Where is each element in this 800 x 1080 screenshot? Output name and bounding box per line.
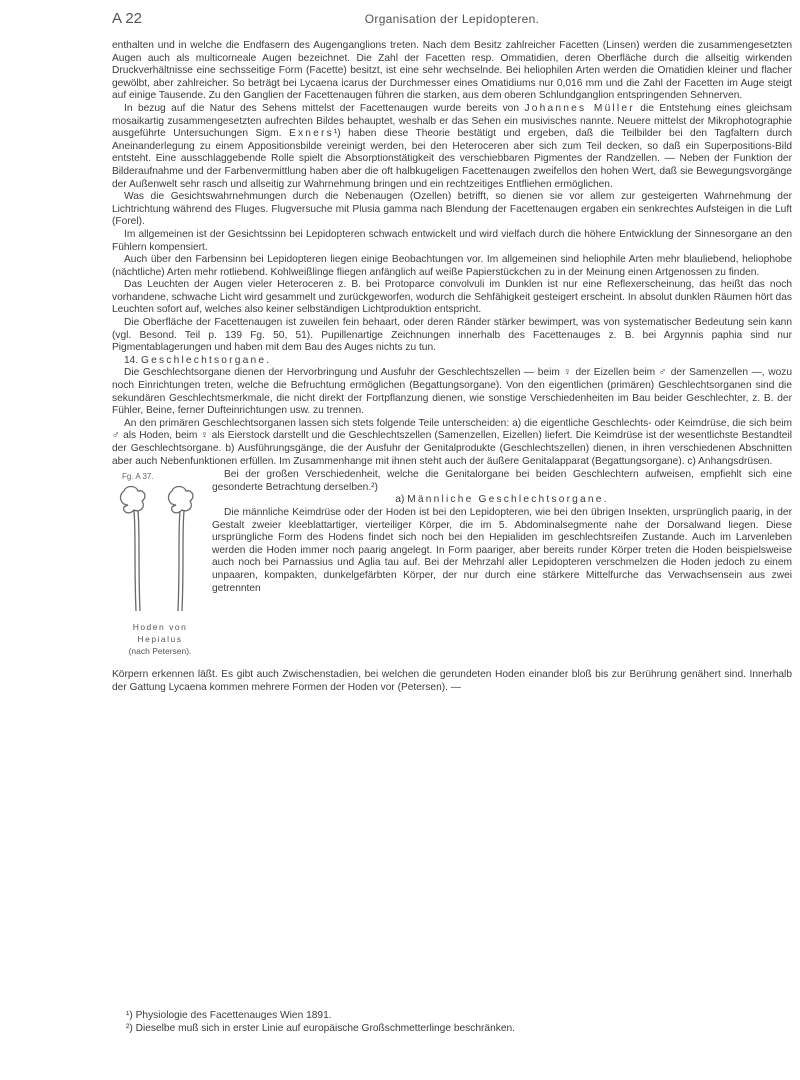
footnote: ¹) Physiologie des Facettenauges Wien 1891. xyxy=(126,1010,332,1021)
right-duct-inner xyxy=(182,511,184,611)
figure-side-text xyxy=(212,469,792,595)
footnotes xyxy=(112,1010,792,1035)
right-testis-lobes xyxy=(169,487,193,513)
paragraph: Auch über den Farbensinn bei Lepidopteren liegen einige Beobachtungen vor. Im allgemeinen sind heliophile Arten mehr blauliebend, heliophobe (nächtliche) Arten mehr rotliebend. Kohlweißlinge fliegen anfänglich auf weiße Papierstückchen zu in der Meinung einen Artgenossen zu finden. xyxy=(112,254,792,278)
figure xyxy=(112,469,212,669)
figure-label: Fg. A 37. xyxy=(122,472,154,482)
page-header xyxy=(112,10,792,32)
text-run: ¹) haben diese Theorie bestätigt und ergeben, daß die Teilbilder bei den Tagfaltern durch Aneinanderlegung zu einem Appositionsbilde vereinigt werden, bei den Heteroceren aber sich zum Teil decken, so daß ein Superpositions-Bild entsteht. Eine ausschlaggebende Rolle spielt die Absorptionstätigkeit des verschiebbaren Pigmentes der Randzellen. — Neben der Funktion der Bilderaufnahme und der Farbenvermittlung haben aber die oft halbkugeligen Facettenaugen zweifellos den hohen Wert, daß sie Bewegungsvorgänge der Außenwelt sehr rasch und allseitig zur Wahrnehmung bringen und ein rechtzeitiges Entfliehen ermöglichen. xyxy=(112,128,792,190)
section-heading xyxy=(112,355,792,368)
paragraph xyxy=(112,103,792,191)
subsection-heading xyxy=(212,494,792,507)
figure-caption xyxy=(112,621,208,657)
paragraph: Was die Gesichtswahrnehmungen durch die Nebenaugen (Ozellen) betrifft, so dienen sie vor allem zur gesteigerten Wahrnehmung der Lichtrichtung während des Fluges. Flugversuche mit Plusia gamma nach Blendung der Facettenaugen ergaben ein senkrechtes Aufsteigen in die Luft (Forel). xyxy=(112,191,792,228)
paragraph: Die Geschlechtsorgane dienen der Hervorbringung und Ausfuhr der Geschlechtszellen — beim ♀ der Eizellen beim ♂ der Samenzellen —, wozu noch Einrichtungen treten, welche die Befruchtung ermöglichen (Begattungsorgane). Von den eigentlichen (primären) Geschlechtsorganen sind die sekundären Geschlechtsmerkmale, die nicht direkt der Fortpflanzung dienen, wie sonstige Verschiedenheiten im Bau beider Geschlechter, z. B. der Fühler, Beine, ferner Dufteinrichtungen usw. zu trennen. xyxy=(112,367,792,417)
main-text xyxy=(112,40,792,694)
paragraph: Die Oberfläche der Facettenaugen ist zuweilen fein behaart, oder deren Ränder stärker bewimpert, was von systematischer Bedeutung sein kann (vgl. Besond. Teil p. 139 Fg. 50, 51). Pupillenartige Zeichnungen innerhalb des Facettenauges z. B. bei Argynnis paphia sind nur Pigmentablagerungen und haben mit dem Bau des Auges nichts zu tun. xyxy=(112,317,792,354)
section-number: 14. xyxy=(124,354,139,366)
caption-line: (nach Petersen). xyxy=(128,646,192,657)
subsection-prefix: a) xyxy=(395,494,405,506)
paragraph: enthalten und in welche die Endfasern des Augenganglions treten. Nach dem Besitz zahlreicher Facetten (Linsen) werden die zusammengesetzten Augen auch als multicorneale Augen bezeichnet. Die Zahl der Facetten resp. Ommatidien, deren Oberfläche durch die allseitig wirkenden Druckverhältnisse eine sechsseitige Form (Facette) besitzt, ist eine sehr wechselnde. Bei heliophilen Arten werden die Omatidien kleiner und flacher gewölbt, aber zahlreicher. So beträgt bei Lycaena icarus der Durchmesser eines Omatidiums nur 0,016 mm und die Zahl der Facetten im Auge steigt auf einige Tausende. Zu den Ganglien der Facettenaugen führen die starken, aus dem oberen Schlundganglion entspringenden Sehnerven. xyxy=(112,40,792,102)
left-duct-inner xyxy=(138,511,140,611)
author-name: Johannes Müller xyxy=(524,102,635,114)
running-title: Organisation der Lepidopteren. xyxy=(364,12,540,26)
text-run: die Entstehung eines gleichsam mosaikartig zusammengesetzten aufrechten Bildes behauptet, weshalb er das Sehen ein musivisches nannte. Neuere mittelst der Mikrophotographie ausgeführte Untersuchungen Sigm. xyxy=(112,102,792,140)
left-duct xyxy=(134,511,136,611)
paragraph: Im allgemeinen ist der Gesichtssinn bei Lepidopteren schwach entwickelt und wird vielfach durch die höhere Entwicklung der Sinnesorgane an den Fühlern kompensiert. xyxy=(112,228,792,253)
author-name: Exners xyxy=(288,128,334,140)
page-number: A 22 xyxy=(112,10,143,27)
text-run: In bezug auf die Natur des Sehens mittelst der Facettenaugen wurde bereits von xyxy=(124,102,519,114)
caption-line: Hoden von xyxy=(132,622,188,633)
section-title: Geschlechtsorgane. xyxy=(141,354,272,366)
paragraph: Bei der großen Verschiedenheit, welche die Genitalorgane bei beiden Geschlechtern aufweisen, empfiehlt sich eine gesonderte Betrachtung derselben.²) xyxy=(212,469,792,493)
testis-illustration xyxy=(114,483,206,617)
paragraph: Körpern erkennen läßt. Es gibt auch Zwischenstadien, bei welchen die gerundeten Hoden einander bloß bis zur Berührung genähert sind. Innerhalb der Gattung Lycaena kommen mehrere Formen der Hoden vor (Petersen). — xyxy=(112,669,792,693)
paragraph: Das Leuchten der Augen vieler Heteroceren z. B. bei Protoparce convolvuli im Dunklen ist nur eine Reflexerscheinung, das heißt das noch vorhandene, schwache Licht wird gesammelt und zurückgeworfen, wodurch die Sehfähigkeit gesteigert erscheint. In absolut dunklen Räumen hört das Leuchten sofort auf, welches also keiner selbständigen Lichtproduktion entspricht. xyxy=(112,279,792,316)
right-duct xyxy=(178,511,180,611)
caption-line: Hepialus xyxy=(137,634,183,645)
footnote: ²) Dieselbe muß sich in erster Linie auf europäische Großschmetterlinge beschränken. xyxy=(126,1022,516,1034)
left-testis-lobes xyxy=(121,487,145,513)
paragraph: Die männliche Keimdrüse oder der Hoden ist bei den Lepidopteren, wie bei den übrigen Insekten, ursprünglich paarig, in der Gestalt zweier kleeblattartiger, vierteiliger Körper, die im 5. Abdominalsegmente nahe der Dorsalwand liegen. Diese ursprüngliche Form des Hodens findet sich noch bei den Hepialiden im geschlechtsreifen Zustande. Auch im Larvenleben werden die Hoden immer noch paarig angelegt. In Form paariger, aber bereits runder Körper treten die Hoden beispielsweise auch noch bei Parnassius und Aglia tau auf. Bei der Mehrzahl aller Lepidopteren verschmelzen die Hoden jedoch zu einem unpaaren, kompakten, dunkelgefärbten Körper, der nur durch eine stärkere Mittelfurche das Verwachsensein aus zwei getrennten xyxy=(212,506,792,594)
paragraph: An den primären Geschlechtsorganen lassen sich stets folgende Teile unterscheiden: a) die eigentliche Geschlechts- oder Keimdrüse, die sich beim ♂ als Hoden, beim ♀ als Eierstock darstellt und die Geschlechtszellen (Samenzellen, Eizellen) liefert. Die Keimdrüse ist der wesentlichste Bestandteil der Geschlechtsorgane. b) Ausführungsgänge, die der Ausfuhr der Genitalprodukte (Geschlechtszellen) dienen, in ihren verschiedenen Abschnitten aber auch Nebenfunktionen erfüllen. Im Zusammenhange mit ihnen steht auch der äußere Genitalapparat (Begattungsorgane). c) Anhangsdrüsen. xyxy=(112,417,792,467)
subsection-title: Männliche Geschlechtsorgane. xyxy=(407,494,609,506)
figure-block xyxy=(112,469,792,669)
